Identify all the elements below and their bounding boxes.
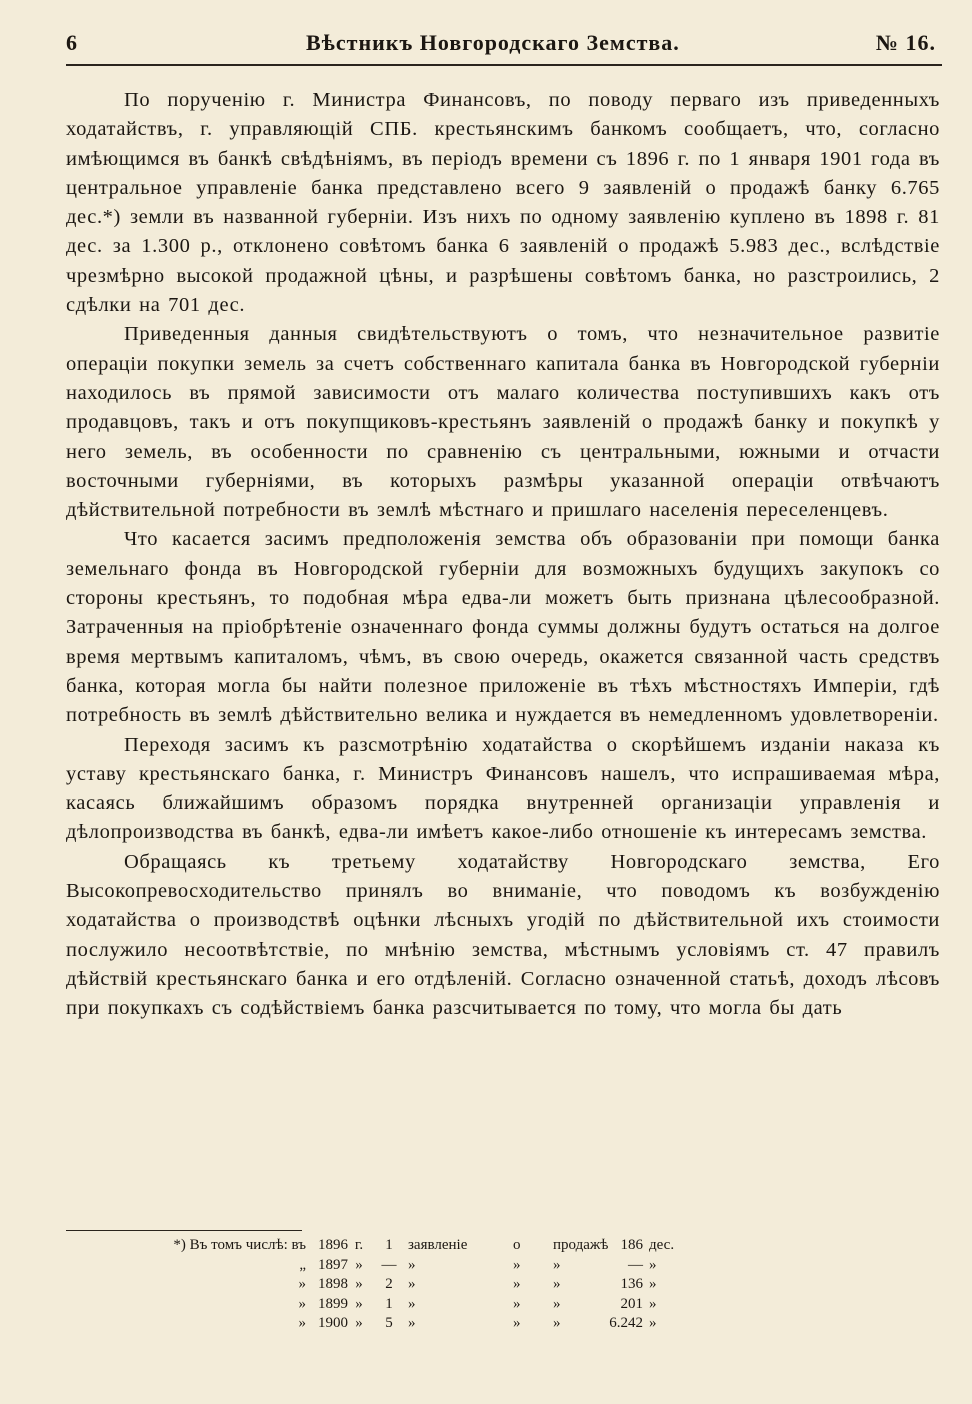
footnote-row — [118, 1314, 689, 1334]
fn-cell: 136 — [620, 1276, 643, 1292]
fn-cell: дес. — [649, 1237, 675, 1253]
article-body — [66, 86, 940, 1024]
fn-cell: о — [513, 1237, 521, 1253]
fn-cell: г. — [354, 1237, 364, 1253]
fn-cell: 186 — [620, 1237, 643, 1253]
fn-cell: » — [513, 1276, 521, 1292]
fn-cell: *) Въ томъ числѣ: въ — [173, 1237, 306, 1253]
fn-cell: 2 — [385, 1276, 393, 1292]
paragraph-2: Приведенныя данныя свидѣтельствуютъ о томъ, что незначительное развитіе операціи покупки земель за счетъ собственнаго капитала банка въ Новгородской губерніи находилось въ прямой зависимости отъ малаго количества поступившихъ какъ отъ продавцовъ, такъ и отъ покупщиковъ-крестьянъ заявленій о продажѣ банку и покупкѣ у него земель, въ особенности по сравненію съ центральными, южными и отчасти восточными губерніями, въ которыхъ размѣры указанной операціи отвѣчаютъ дѣйствительной потребности въ землѣ мѣстнаго и пришлаго населенія переселенцевъ. — [66, 323, 940, 522]
fn-cell: » — [408, 1295, 416, 1312]
footnote — [118, 1236, 689, 1334]
fn-cell: » — [553, 1276, 561, 1292]
fn-cell: 1 — [385, 1295, 393, 1312]
footnote-row — [118, 1295, 689, 1315]
fn-cell: 1899 — [318, 1295, 348, 1312]
fn-cell: » — [513, 1256, 521, 1273]
fn-cell: » — [553, 1315, 561, 1331]
fn-cell: » — [553, 1295, 561, 1312]
fn-cell: » — [355, 1315, 363, 1331]
fn-cell: 1900 — [318, 1315, 348, 1331]
fn-cell: » — [298, 1276, 306, 1292]
fn-cell: » — [513, 1295, 521, 1312]
fn-cell: 6.242 — [609, 1315, 643, 1331]
paragraph-4: Переходя засимъ къ разсмотрѣнію ходатайства о скорѣйшемъ изданіи наказа къ уставу крестьянскаго банка, г. Министръ Финансовъ нашелъ, что испрашиваемая мѣра, касаясь ближайшимъ образомъ порядка внутренней организаціи управленія и дѣлопроизводства въ банкѣ, едва-ли имѣетъ какое-либо отношеніе къ интересамъ земства. — [66, 733, 940, 844]
fn-cell: » — [513, 1315, 521, 1331]
fn-cell: » — [408, 1315, 416, 1331]
page-number: 6 — [66, 30, 78, 55]
paragraph-3: Что касается засимъ предположенія земства объ образованіи при помощи банка земельнаго фонда въ Новгородской губерніи для возможныхъ будущихъ закупокъ со стороны крестьянъ, то подобная мѣра едва-ли можетъ быть признана цѣлесообразной. Затраченныя на пріобрѣтеніе означеннаго фонда суммы должны будутъ остаться на долгое время мертвымъ капиталомъ, чѣмъ, въ свою очередь, окажется связанной часть средствъ банка, которая могла бы найти полезное приложеніе въ тѣхъ мѣстностяхъ Имперіи, гдѣ потребность въ землѣ дѣйствительно велика и нуждается въ немедленномъ удовлетвореніи. — [66, 528, 940, 727]
fn-cell: » — [355, 1276, 363, 1292]
fn-cell: продажѣ — [553, 1237, 609, 1253]
footnote-row — [118, 1256, 689, 1276]
fn-cell: » — [408, 1256, 416, 1273]
issue-number: № 16. — [875, 30, 936, 55]
fn-cell: » — [408, 1276, 416, 1292]
fn-cell: 1898 — [318, 1276, 348, 1292]
footnote-row — [118, 1236, 689, 1256]
fn-cell: 5 — [385, 1315, 393, 1331]
fn-cell: 1897 — [318, 1256, 348, 1273]
fn-cell: » — [355, 1256, 363, 1273]
footnote-divider — [66, 1230, 302, 1231]
fn-cell: » — [298, 1295, 306, 1312]
fn-cell: — — [628, 1256, 643, 1273]
fn-cell: » — [649, 1256, 657, 1273]
footnote-row — [118, 1275, 689, 1295]
fn-cell: — — [381, 1256, 397, 1273]
fn-cell: 201 — [620, 1295, 643, 1312]
fn-cell: 1 — [385, 1237, 393, 1253]
fn-cell: » — [649, 1295, 657, 1312]
fn-cell: » — [553, 1256, 561, 1273]
journal-title: Вѣстникъ Новгородскаго Земства. — [306, 30, 680, 55]
running-header — [66, 24, 942, 66]
fn-cell: заявленіе — [408, 1237, 468, 1253]
fn-cell: » — [649, 1276, 657, 1292]
fn-cell: 1896 — [318, 1237, 348, 1253]
paragraph-5: Обращаясь къ третьему ходатайству Новгородскаго земства, Его Высокопревосходительство принялъ во вниманіе, что поводомъ къ возбужденію ходатайства о производствѣ оцѣнки лѣсныхъ угодій по дѣйствительной ихъ стоимости послужило несоотвѣтствіе, по мнѣнію земства, мѣстнымъ условіямъ ст. 47 правилъ дѣйствій крестьянскаго банка и его отдѣленій. Согласно означенной статьѣ, доходъ лѣсовъ при покупкахъ съ содѣйствіемъ банка разсчитывается по тому, что могла бы дать — [66, 850, 940, 1020]
fn-cell: » — [355, 1295, 363, 1312]
fn-cell: » — [298, 1315, 306, 1331]
paragraph-1: По порученію г. Министра Финансовъ, по поводу перваго изъ приведенныхъ ходатайствъ, г. управляющій СПБ. крестьянскимъ банкомъ сообщаетъ, что, согласно имѣющимся въ банкѣ свѣдѣніямъ, въ періодъ времени съ 1896 г. по 1 января 1901 года въ центральное управленіе банка представлено всего 9 заявленій о продажѣ банку 6.765 дес.*) земли въ названной губерніи. Изъ нихъ по одному заявленію куплено въ 1898 г. 81 дес. за 1.300 р., отклонено совѣтомъ банка 6 заявленій о продажѣ 5.983 дес., вслѣдствіе чрезмѣрно высокой продажной цѣны, и разрѣшены совѣтомъ банка, но разстроились, 2 сдѣлки на 701 дес. — [66, 89, 940, 317]
fn-cell: „ — [299, 1256, 306, 1273]
fn-cell: » — [649, 1315, 657, 1331]
